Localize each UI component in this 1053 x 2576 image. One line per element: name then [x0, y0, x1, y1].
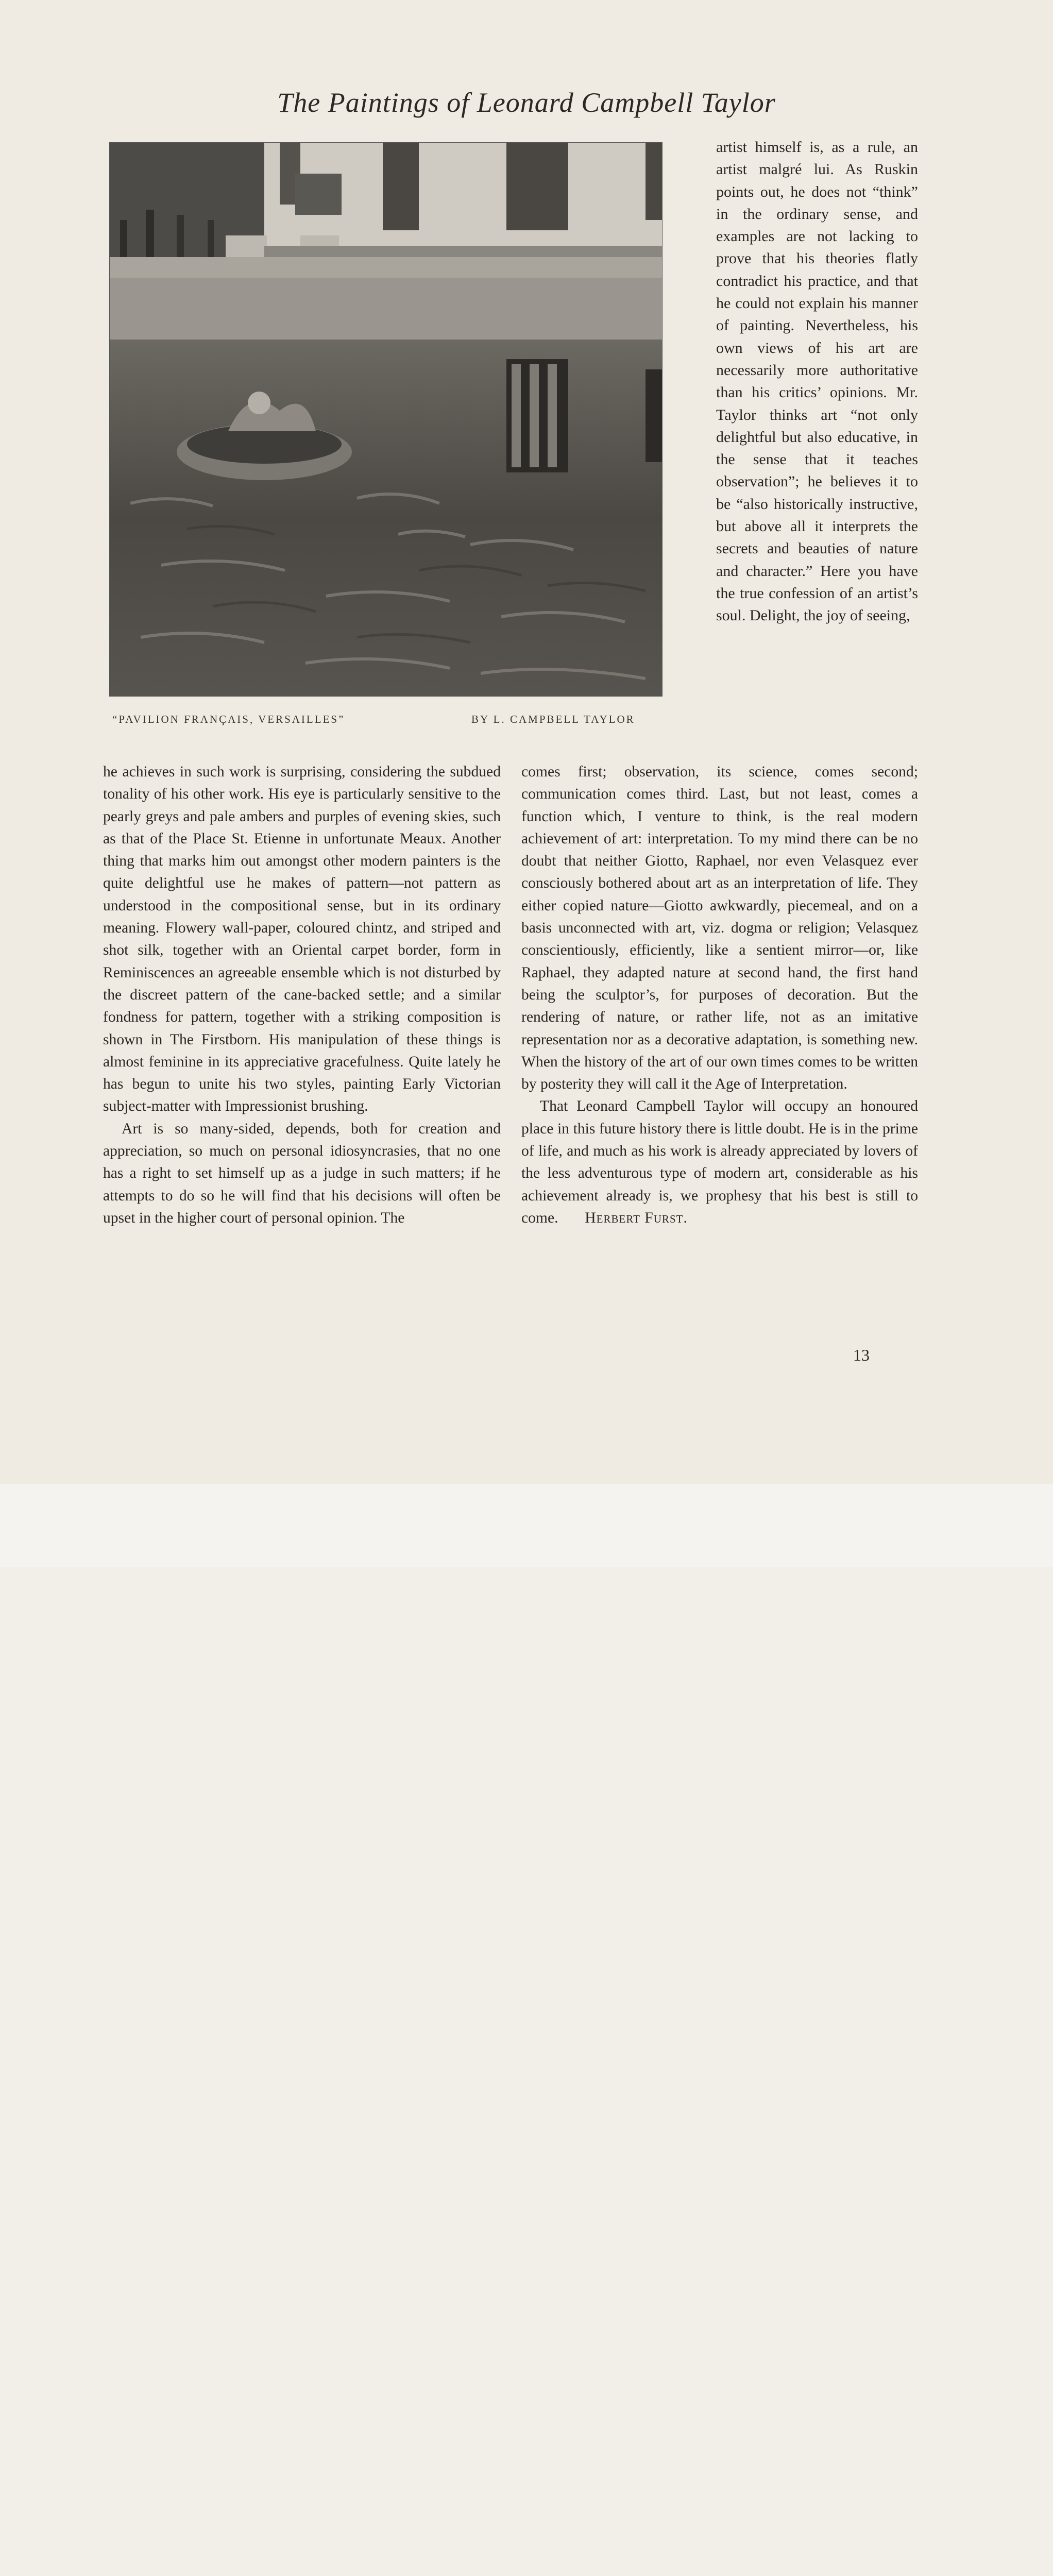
- right-paragraph-2-text: That Leonard Campbell Taylor will occupy an honoured place in this future history there is little doubt. He is in the prime of life, and much as his work is already appreciated by lovers of the less adventurous type of modern art, considerable as his achievement already is, we prophesy that his best is still to come.: [521, 1098, 918, 1226]
- side-column: [716, 136, 918, 627]
- painting-plate: [109, 142, 663, 697]
- page-number: 13: [853, 1346, 870, 1364]
- running-title: The Paintings of Leonard Campbell Taylor: [277, 87, 776, 118]
- figure-caption-title: “PAVILION FRANÇAIS, VERSAILLES”: [112, 713, 345, 725]
- side-paragraph: artist himself is, as a rule, an artist malgré lui. As Ruskin points out, he does not “think” in the ordinary sense, and examples are not lacking to prove that his theories flatly contradict his practice, and that he could not explain his manner of painting. Nevertheless, his own views of his art are necessarily more authoritative than his critics’ opinions. Mr. Taylor thinks art “not only delightful but also educative, in the sense that it teaches observation”; he believes it to be “also historically instructive, but above all it interprets the secrets and beauties of nature and character.” Here you have the true confession of an artist’s soul. Delight, the joy of seeing,: [716, 139, 918, 624]
- right-paragraph-1: comes first; observation, its science, comes second; communication comes third. Last, but not least, comes a function which, I venture to think, is the real modern achievement of art: interpretation. To my mind there can be no doubt that neither Giotto, Raphael, nor even Velasquez ever consciously bothered about art as an interpretation of life. They either copied nature—Giotto awkwardly, piecemeal, and on a basis unconnected with art, viz. dogma or religion; Velasquez conscientiously, efficiently, like a sentient mirror—or, like Raphael, they adapted nature at second hand, the first hand being the sculptor’s, for purposes of decoration. But the rendering of nature, or rather life, not as an imitative representation nor as a decorative adaptation, is something new. When the history of the art of our own times comes to be written by posterity they will call it the Age of Interpretation.: [521, 764, 918, 1093]
- right-column: [521, 761, 918, 1229]
- painting-image: [110, 143, 662, 696]
- right-paragraph-2: [521, 1095, 918, 1229]
- author-signature: Herbert Furst.: [585, 1209, 688, 1226]
- left-column: [103, 761, 501, 1229]
- left-paragraph-1: he achieves in such work is surprising, considering the subdued tonality of his other work. His eye is particularly sensitive to the pearly greys and pale ambers and purples of evening skies, such as that of the Place St. Etienne in unfortunate Meaux. Another thing that marks him out amongst other modern painters is the quite delightful use he makes of pattern—not pattern as understood in the compositional sense, but in its ordinary meaning. Flowery wall-paper, coloured chintz, and striped and shot silk, together with an Oriental carpet border, form in Reminiscences an agreeable ensemble which is not disturbed by the discreet pattern of the cane-backed settle; and a similar fondness for pattern, together with a striking composition is shown in The Firstborn. His manipulation of these things is almost feminine in its appreciative gracefulness. Quite lately he has begun to unite his two styles, painting Early Victorian subject-matter with Impressionist brushing.: [103, 764, 501, 1115]
- footer-bar: [0, 1484, 1053, 1567]
- figure-caption-artist: BY L. CAMPBELL TAYLOR: [471, 713, 635, 725]
- left-paragraph-2: Art is so many-sided, depends, both for creation and appreciation, so much on personal idiosyncrasies, that no one has a right to set himself up as a judge in such matters; if he attempts to do so he will find that his decisions will often be upset in the higher court of personal opinion. The: [103, 1120, 501, 1226]
